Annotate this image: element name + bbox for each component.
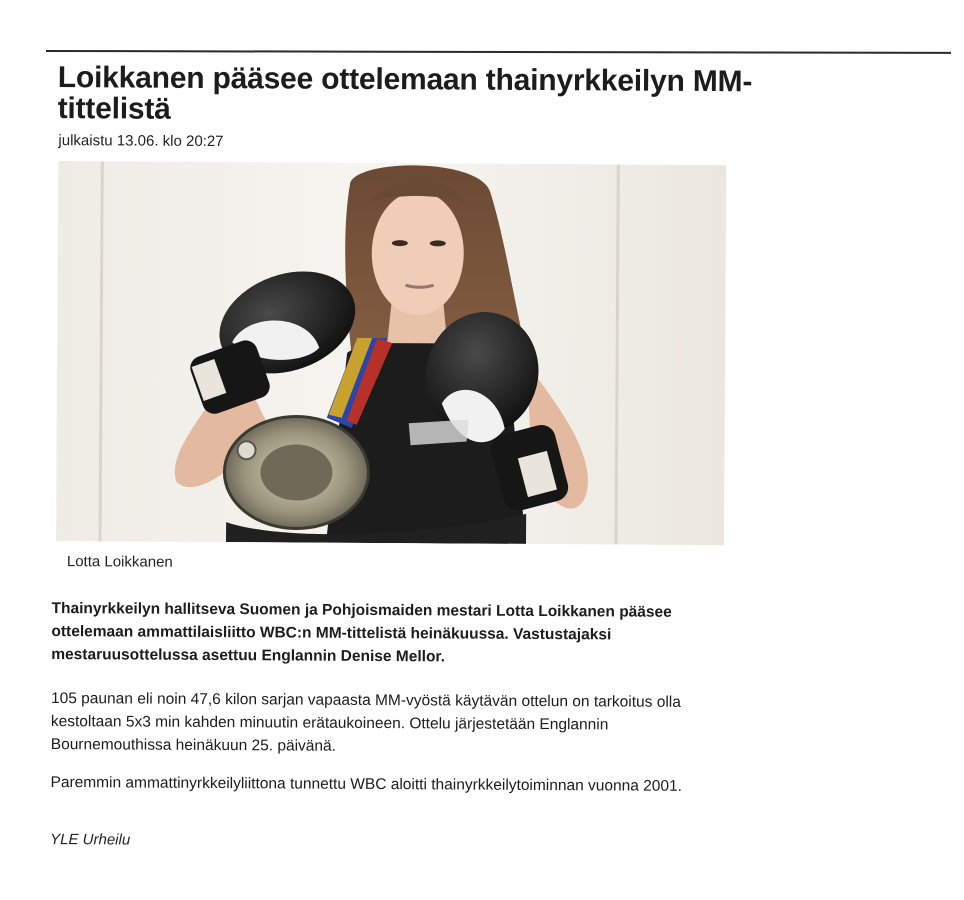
article-source: YLE Urheilu [50,831,131,849]
article-headline: Loikkanen pääsee ottelemaan thainyrkkeilyn MM-tittelistä [57,61,753,126]
photo-caption: Lotta Loikkanen [66,553,173,571]
article-paragraph: 105 paunan eli noin 47,6 kilon sarjan vapaasta MM-vyöstä käytävän ottelun on tarkoitus olla kestoltaan 5x3 min kahden minuutin erätaukoineen. Ottelu järjestetään Englannin Bournemouthissa heinäkuun 25. päivänä. [50,690,681,755]
article-paragraph: Paremmin ammattinyrkkeilyliittona tunnettu WBC aloitti thainyrkkeilytoiminnan vuonna 2001. [50,774,683,795]
publish-date: julkaistu 13.06. klo 20:27 [58,132,224,151]
article-photo [56,161,726,545]
article-lead: Thainyrkkeilyn hallitseva Suomen ja Pohjoismaiden mestari Lotta Loikkanen pääsee ottelemaan ammattilaisliitto WBC:n MM-tittelistä heinäkuussa. Vastustajaksi mestaruusottelussa asettuu Englannin Denise Mellor. [51,600,672,666]
